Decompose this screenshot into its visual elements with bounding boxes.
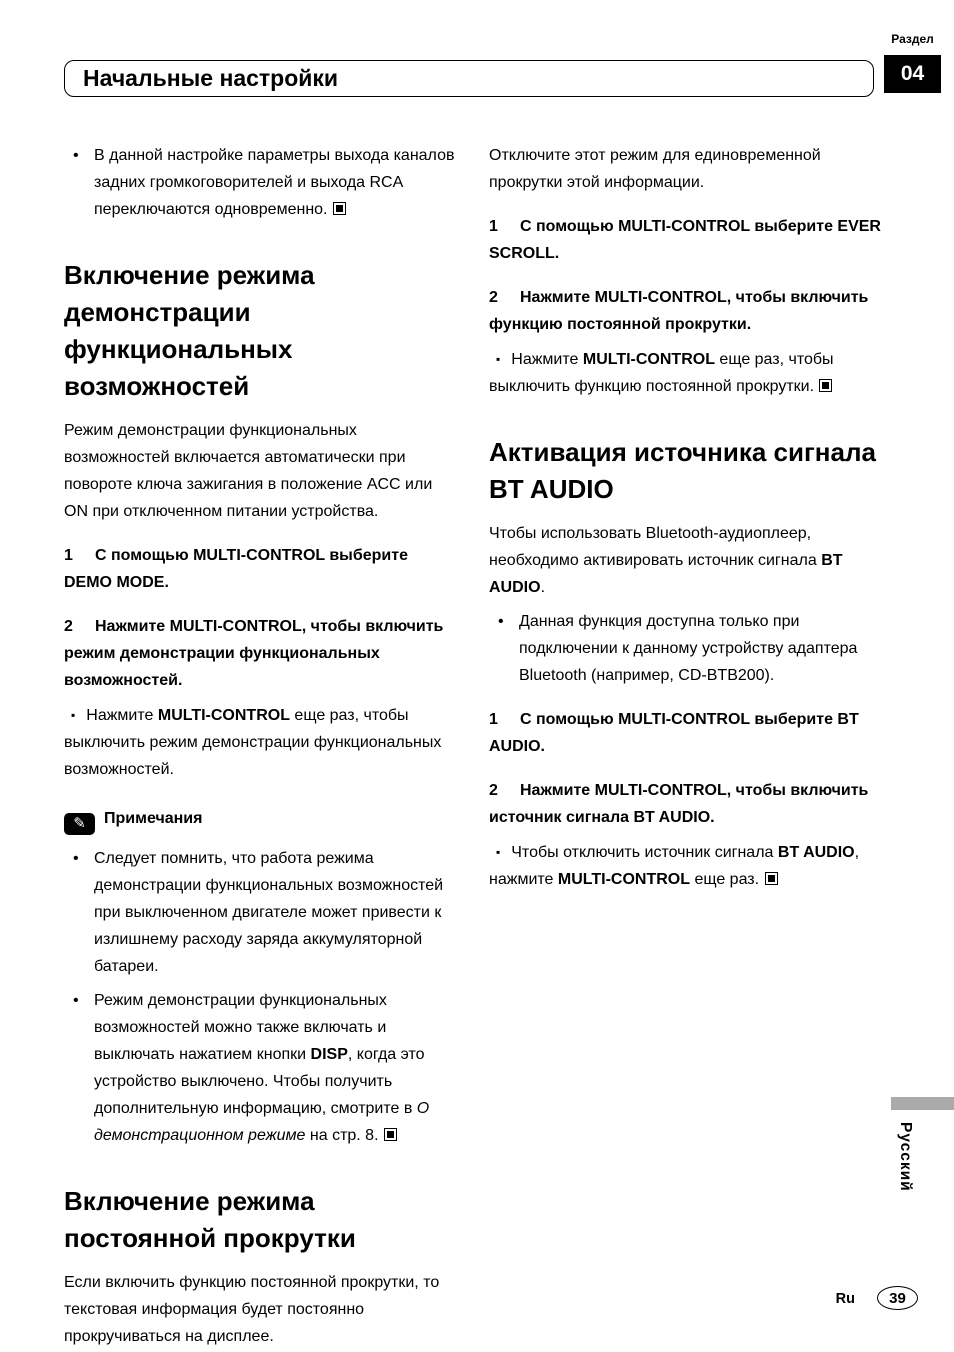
text-run: Чтобы отключить источник сигнала <box>511 844 778 861</box>
text-run: MULTI-CONTROL <box>157 707 290 724</box>
step-number: 1 <box>489 711 498 728</box>
text-run: Нажмите MULTI-CONTROL, чтобы включить источник сигнала BT AUDIO. <box>489 782 869 826</box>
page-number-badge: 39 <box>877 1286 918 1310</box>
text-run: MULTI-CONTROL <box>582 351 715 368</box>
text-run: Чтобы использовать Bluetooth-аудиоплеер, необходимо активировать источник сигнала <box>489 525 822 569</box>
bullet-icon: • <box>498 613 504 630</box>
end-of-instruction-icon <box>765 872 778 885</box>
scroll-step-1 <box>489 213 881 267</box>
end-of-instruction-icon <box>384 1128 397 1141</box>
text-run: Примечания <box>104 810 203 827</box>
heading-bt-audio: Активация источника сигнала BT AUDIO <box>489 437 876 504</box>
text-run: еще раз, чтобы выключить режим демонстрации функциональных возможностей. <box>64 707 442 778</box>
section-label: Раздел <box>891 32 934 46</box>
bullet-icon: • <box>73 991 79 1009</box>
text-run: BT AUDIO <box>489 552 843 596</box>
bt-toggle-note <box>489 839 881 893</box>
page-title: Начальные настройки <box>83 65 339 91</box>
text-run: О демонстрационном режиме <box>94 1099 430 1144</box>
bullet-icon: • <box>73 147 79 164</box>
text-run: Нажмите <box>511 351 583 368</box>
text-run: , когда это устройство выключено. Чтобы получить дополнительную информацию, смотрите в <box>94 1045 425 1117</box>
text-run: Данная функция доступна только при подключении к данному устройству адаптера Bluetooth (например, CD-BTB200). <box>519 613 858 684</box>
scroll-toggle-note <box>489 346 881 400</box>
bt-step-2 <box>489 777 881 831</box>
rear-output-note <box>64 142 456 223</box>
text-run: Нажмите MULTI-CONTROL, чтобы включить режим демонстрации функциональных возможностей. <box>64 618 444 689</box>
demo-step-2 <box>64 613 456 694</box>
text-run: В данной настройке параметры выхода каналов задних громкоговорителей и выхода RCA переключаются одновременно. <box>94 147 455 218</box>
language-tab-bar <box>891 1097 954 1110</box>
notes-icon: ✎ <box>64 813 95 835</box>
step-number: 1 <box>64 547 73 564</box>
text-run: С помощью MULTI-CONTROL выберите BT AUDIO. <box>489 711 859 755</box>
text-run: Нажмите MULTI-CONTROL, чтобы включить функцию постоянной прокрутки. <box>489 289 869 333</box>
step-number: 2 <box>489 782 498 799</box>
text-run: Нажмите <box>86 707 158 724</box>
page-header-title-box <box>64 60 874 97</box>
square-bullet-icon: ▪ <box>496 352 501 366</box>
step-number: 2 <box>64 618 73 635</box>
bt-step-1 <box>489 706 881 760</box>
bt-intro <box>489 520 881 601</box>
text-run: . <box>540 579 546 596</box>
notes-header <box>64 805 456 835</box>
note-battery-drain <box>64 845 456 980</box>
square-bullet-icon: ▪ <box>496 845 501 859</box>
text-run: на стр. 8. <box>305 1126 383 1144</box>
step-number: 2 <box>489 289 498 306</box>
text-run: С помощью MULTI-CONTROL выберите DEMO MODE. <box>64 547 408 591</box>
text-run: DISP <box>310 1045 348 1063</box>
text-run: MULTI-CONTROL <box>557 871 690 888</box>
text-run: еще раз, чтобы выключить функцию постоянной прокрутки. <box>489 351 834 395</box>
text-run: Следует помнить, что работа режима демонстрации функциональных возможностей при выключенном двигателе может привести к излишнему расходу заряда аккумуляторной батареи. <box>94 849 444 975</box>
scroll-intro-continued: Отключите этот режим для единовременной прокрутки этой информации. <box>489 147 821 191</box>
left-column <box>64 142 456 1352</box>
heading-ever-scroll: Включение режима постоянной прокрутки <box>64 1185 356 1253</box>
square-bullet-icon: ▪ <box>71 708 76 722</box>
text-run: , нажмите <box>489 844 860 888</box>
text-run: С помощью MULTI-CONTROL выберите EVER SCROLL. <box>489 218 881 262</box>
section-number-badge: 04 <box>884 55 941 93</box>
demo-step-1 <box>64 542 456 596</box>
heading-demo-mode: Включение режима демонстрации функциональных возможностей <box>64 260 315 401</box>
text-run: Режим демонстрации функциональных возможностей можно также включать и выключать нажатием кнопки <box>94 991 387 1063</box>
scroll-step-2 <box>489 284 881 338</box>
bullet-icon: • <box>73 849 79 867</box>
end-of-instruction-icon <box>333 202 346 215</box>
demo-toggle-note <box>64 702 456 783</box>
note-disp-button <box>64 987 456 1149</box>
step-number: 1 <box>489 218 498 235</box>
right-column <box>489 142 881 900</box>
end-of-instruction-icon <box>819 379 832 392</box>
demo-intro: Режим демонстрации функциональных возможностей включается автоматически при повороте ключа зажигания в положение ACC или ON при отключенном питании устройства. <box>64 422 433 520</box>
bt-adapter-note <box>489 608 881 689</box>
language-sidebar-label: Русский <box>897 1122 914 1192</box>
page-footer <box>64 1284 940 1316</box>
text-run: еще раз. <box>690 871 764 888</box>
scroll-intro: Если включить функцию постоянной прокрутки, то текстовая информация будет постоянно прокручиваться на дисплее. <box>64 1273 440 1345</box>
text-run: BT AUDIO <box>777 844 855 861</box>
language-code: Ru <box>835 1291 855 1307</box>
